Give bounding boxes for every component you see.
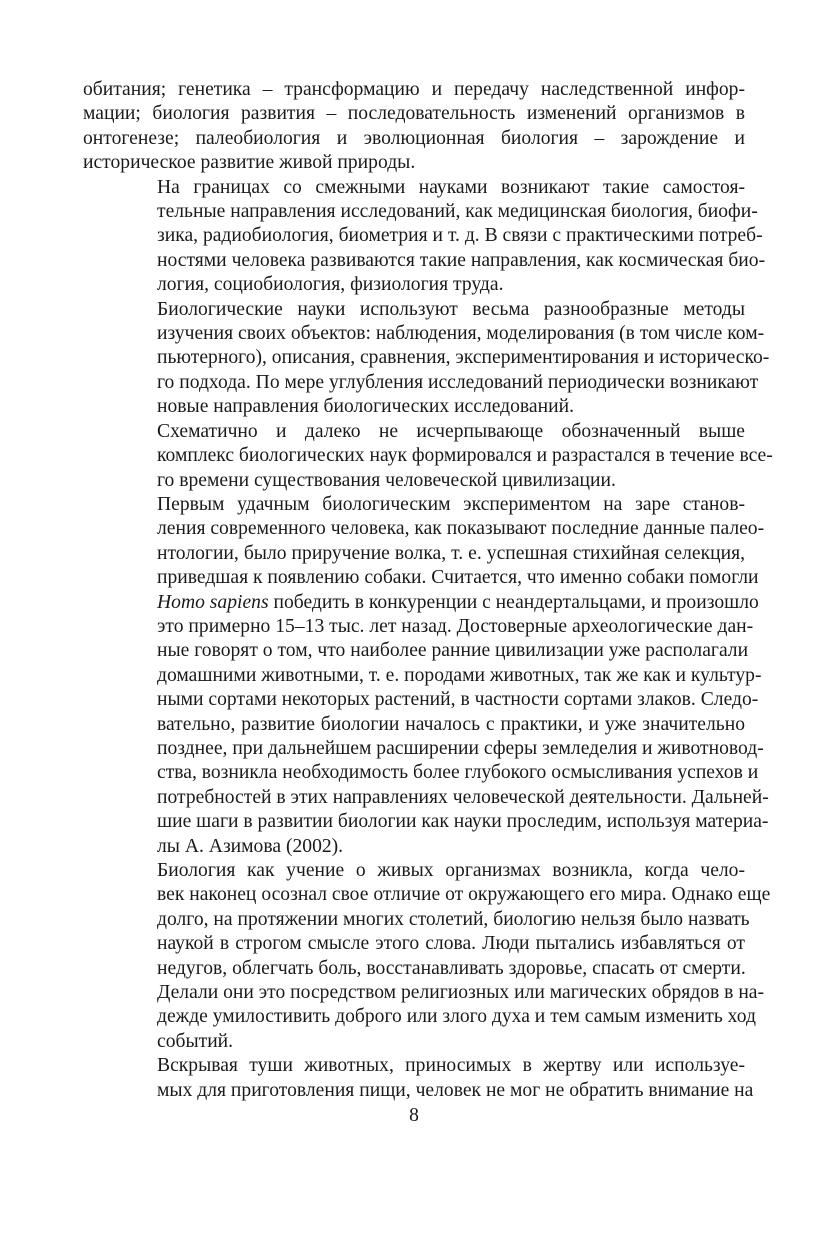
text-line: приведшая к появлению собаки. Считается, что именно собаки помогли xyxy=(157,567,759,589)
paragraph xyxy=(83,78,745,176)
text-line: событий. xyxy=(157,1030,234,1052)
text-line: пьютерного), описания, сравнения, экспериментирования и историческо- xyxy=(157,347,770,369)
text-line: На границах со смежными науками возникают такие самостоя- xyxy=(157,176,745,198)
text-line: зика, радиобиология, биометрия и т. д. В связи с практическими потреб- xyxy=(157,225,763,247)
paragraph xyxy=(83,176,766,298)
text-line: Вскрывая туши животных, приносимых в жертву или используе- xyxy=(157,1055,745,1077)
text-line: вательно, развитие биологии началось с практики, и уже значительно xyxy=(157,713,745,735)
text-line: ства, возникла необходимость более глубокого осмысливания успехов и xyxy=(157,762,759,784)
paragraph xyxy=(83,420,773,493)
text-line: долго, на протяжении многих столетий, биологию нельзя было назвать xyxy=(157,908,750,930)
text-line: ные говорят о том, что наиболее ранние цивилизации уже располагали xyxy=(157,640,749,662)
text-line: наукой в строгом смысле этого слова. Люди пытались избавляться от xyxy=(157,933,745,955)
paragraph xyxy=(83,1054,754,1103)
text-line: мации; биология развития – последовательность изменений организмов в xyxy=(83,103,745,125)
text-line: логия, социобиология, физиология труда. xyxy=(157,274,504,296)
paragraph xyxy=(83,493,769,859)
text-line: тельные направления исследований, как медицинская биология, биофи- xyxy=(157,201,758,223)
text-line: Homo sapiens победить в конкуренции с неандертальцами, и произошло xyxy=(157,591,759,613)
text-line: Первым удачным биологическим экспериментом на заре станов- xyxy=(157,493,745,515)
text-line: изучения своих объектов: наблюдения, моделирования (в том числе ком- xyxy=(157,323,765,345)
text-line: онтогенезе; палеобиология и эволюционная биология – зарождение и xyxy=(83,127,745,149)
text-line: Делали они это посредством религиозных или магических обрядов в на- xyxy=(157,982,765,1004)
text-line: историческое развитие живой природы. xyxy=(83,152,416,174)
text-line: ления современного человека, как показывают последние данные палео- xyxy=(157,518,765,540)
page-number: 8 xyxy=(409,1105,419,1126)
paragraph xyxy=(83,859,771,1054)
text-line: век наконец осознал свое отличие от окружающего его мира. Однако еще xyxy=(157,884,771,906)
text-line: Схематично и далеко не исчерпывающе обозначенный выше xyxy=(157,420,745,442)
text-line: Биология как учение о живых организмах возникла, когда чело- xyxy=(157,860,745,881)
page-body xyxy=(83,78,773,1103)
text-line: ными сортами некоторых растений, в частности сортами злаков. Следо- xyxy=(157,689,759,711)
paragraph xyxy=(83,298,770,420)
text-line: мых для приготовления пищи, человек не мог не обратить внимание на xyxy=(157,1079,754,1101)
text-line: го времени существования человеческой цивилизации. xyxy=(157,469,616,491)
text-line: это примерно 15–13 тыс. лет назад. Достоверные археологические дан- xyxy=(157,615,754,637)
text-line: комплекс биологических наук формировался и разрастался в течение все- xyxy=(157,445,773,467)
text-line: нтологии, было приручение волка, т. е. успешная стихийная селекция, xyxy=(157,542,745,564)
text-line: новые направления биологических исследований. xyxy=(157,396,574,418)
text-line: дежде умилостивить доброго или злого духа и тем самым изменить ход xyxy=(157,1006,756,1028)
text-line: обитания; генетика – трансформацию и передачу наследственной инфор- xyxy=(83,79,745,100)
text-line: домашними животными, т. е. породами животных, так же как и культур- xyxy=(157,664,762,686)
text-line: лы А. Азимова (2002). xyxy=(157,835,344,857)
text-line: го подхода. По мере углубления исследований периодически возникают xyxy=(157,371,759,393)
text-line: ностями человека развиваются такие направления, как космическая био- xyxy=(157,249,766,271)
text-line: позднее, при дальнейшем расширении сферы земледелия и животновод- xyxy=(157,737,764,759)
text-line: потребностей в этих направлениях человеческой деятельности. Дальней- xyxy=(157,786,769,808)
text-line: Биологические науки используют весьма разнообразные методы xyxy=(157,298,745,320)
text-line: недугов, облегчать боль, восстанавливать здоровье, спасать от смерти. xyxy=(157,957,746,979)
text-line: шие шаги в развитии биологии как науки проследим, используя материа- xyxy=(157,811,769,833)
